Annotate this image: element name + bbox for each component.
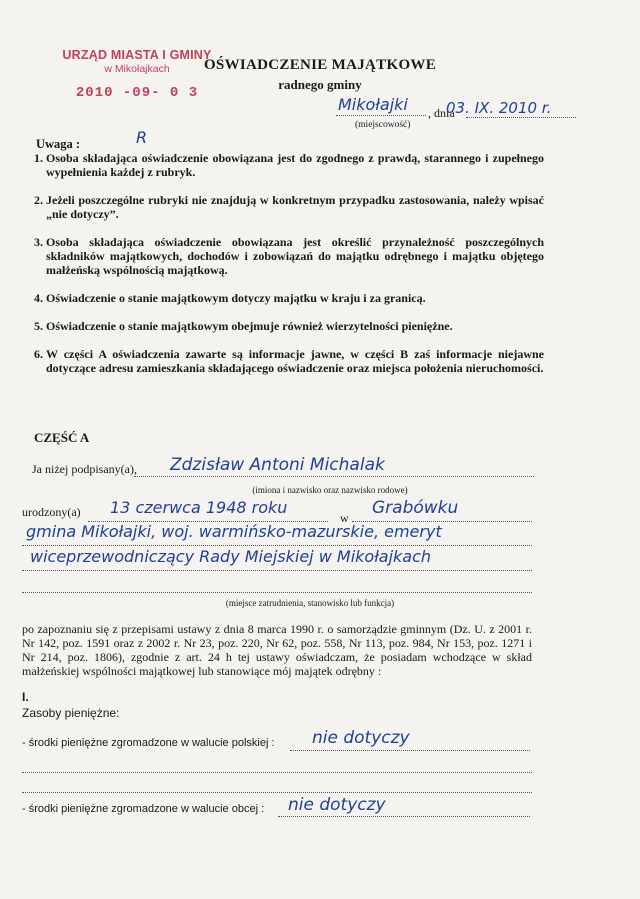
stamp-date: 2010 -09- 0 3 bbox=[75, 85, 199, 101]
name-field[interactable]: Zdzisław Antoni Michalak bbox=[170, 455, 385, 475]
handwritten-initials: R bbox=[136, 128, 148, 147]
instruction-item: 2. Jeżeli poszczególne rubryki nie znajdują w konkretnym przypadku zastosowania, należy wpisać „nie dotyczy”. bbox=[34, 193, 544, 221]
foreign-dotted-line bbox=[278, 816, 530, 817]
foreign-funds-field[interactable]: nie dotyczy bbox=[288, 795, 386, 815]
instruction-item: 4. Oświadczenie o stanie majątkowym dotyczy majątku w kraju i za granicą. bbox=[34, 291, 426, 305]
instructions-list bbox=[34, 151, 544, 389]
name-caption: (imiona i nazwisko oraz nazwisko rodowe) bbox=[252, 485, 408, 495]
employment-dotted-line-2 bbox=[22, 570, 532, 571]
instruction-item: 1. Osoba składająca oświadczenie obowiązana jest do zgodnego z prawdą, starannego i zupełnego wypełnienia każdej z rubryk. bbox=[34, 151, 544, 179]
pln-funds-field[interactable]: nie dotyczy bbox=[312, 728, 410, 748]
place-value[interactable]: Mikołajki bbox=[338, 95, 408, 114]
pln-funds-label: - środki pieniężne zgromadzone w walucie polskiej : bbox=[22, 737, 275, 749]
section-roman-one: I. bbox=[22, 690, 29, 704]
employment-field-line1[interactable]: gmina Mikołajki, woj. warmińsko-mazurskie, emeryt bbox=[26, 522, 442, 541]
name-dotted-line bbox=[134, 476, 534, 477]
signed-label: Ja niżej podpisany(a), bbox=[32, 462, 137, 476]
stamp-office-city: w Mikołajkach bbox=[104, 63, 170, 75]
pln-dotted-line-2 bbox=[22, 772, 532, 773]
foreign-funds-label: - środki pieniężne zgromadzone w walucie obcej : bbox=[22, 803, 265, 815]
employment-dotted-line-1 bbox=[22, 545, 532, 546]
employment-dotted-line-3 bbox=[22, 592, 532, 593]
born-label: urodzony(a) bbox=[22, 505, 81, 519]
place-dotted-line bbox=[336, 115, 426, 116]
born-place-field[interactable]: Grabówku bbox=[372, 498, 459, 518]
part-a-heading: CZĘŚĆ A bbox=[34, 430, 90, 445]
employment-field-line2[interactable]: wiceprzewodniczący Rady Miejskiej w Mikołajkach bbox=[30, 547, 432, 566]
instruction-item: 5. Oświadczenie o stanie majątkowym obejmuje również wierzytelności pieniężne. bbox=[34, 319, 453, 333]
dnia-label: , dnia bbox=[428, 106, 455, 120]
document-title: OŚWIADCZENIE MAJĄTKOWE bbox=[203, 57, 437, 73]
stamp-office-name: URZĄD MIASTA I GMINY bbox=[62, 48, 212, 62]
zasoby-label: Zasoby pieniężne: bbox=[22, 706, 120, 720]
place-caption: (miejscowość) bbox=[355, 120, 411, 130]
instruction-item: 3. Osoba składająca oświadczenie obowiązana jest określić przynależność poszczególnych składników majątkowych, dochodów i zobowiązań do majątku odrębnego i majątku objętego małżeńską wspólnością majątkową. bbox=[34, 235, 544, 277]
date-value[interactable]: 03. IX. 2010 r. bbox=[446, 99, 552, 117]
document-subtitle: radnego gminy bbox=[278, 77, 362, 92]
pln-dotted-line-3 bbox=[22, 792, 532, 793]
born-w-label: w bbox=[340, 511, 349, 525]
date-dotted-line bbox=[466, 117, 576, 118]
employment-caption: (miejsce zatrudnienia, stanowisko lub funkcja) bbox=[225, 598, 395, 608]
office-stamp bbox=[62, 48, 212, 101]
born-date-field[interactable]: 13 czerwca 1948 roku bbox=[110, 498, 288, 517]
declaration-text: po zapoznaniu się z przepisami ustawy z dnia 8 marca 1990 r. o samorządzie gminnym (Dz. U. z 2001 r. Nr 142, poz. 1591 oraz z 2002 r. Nr 23, poz. 220, Nr 62, poz. 558, Nr 113, poz. 984, Nr 153, poz. 1271 i Nr 214, poz. 1806), zgodnie z art. 24 h tej ustawy oświadczam, że posiadam wchodzące w skład małżeńskiej wspólności majątkowej lub stanowiące mój majątek odrębny : bbox=[22, 622, 532, 678]
pln-dotted-line bbox=[290, 750, 530, 751]
instruction-item: 6. W części A oświadczenia zawarte są informacje jawne, w części B zaś informacje niejawne dotyczące adresu zamieszkania składającego oświadczenie oraz miejsca położenia nieruchomości. bbox=[34, 347, 544, 375]
uwaga-heading: Uwaga : bbox=[36, 137, 81, 151]
